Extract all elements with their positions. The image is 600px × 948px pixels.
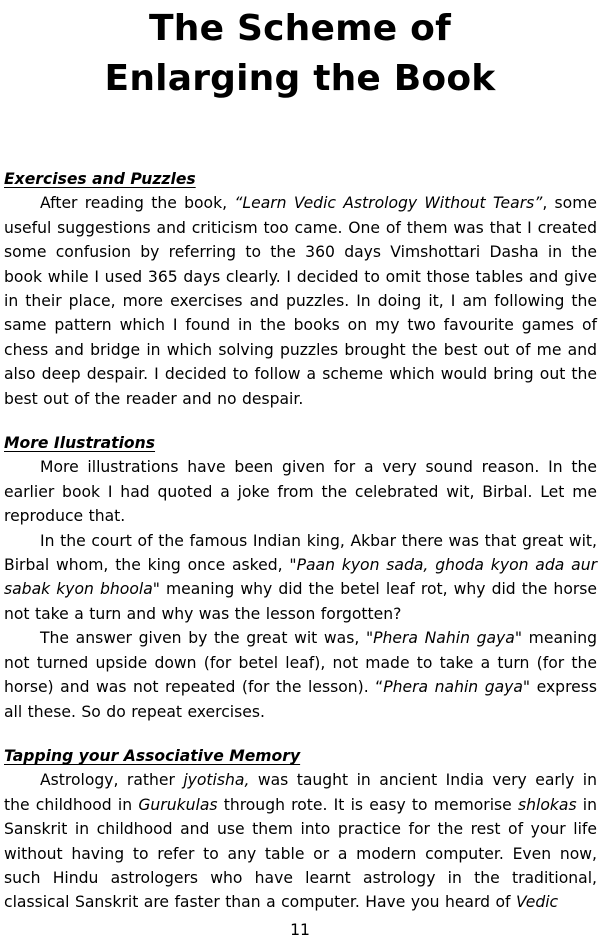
- quote-italic: Phera nahin gaya": [383, 678, 531, 697]
- page-number: 11: [290, 921, 310, 939]
- term-italic: jyotisha,: [183, 771, 250, 790]
- paragraph: [4, 768, 597, 914]
- section-exercises-and-puzzles: [4, 167, 597, 411]
- quote-italic: "Phera Nahin gaya": [365, 629, 523, 648]
- chapter-title-line-2: Enlarging the Book: [104, 58, 496, 99]
- text-run: in Sanskrit in childhood and use them into practice for the rest of your life without having to refer to any table or a modern computer. Even now, such Hindu astrologers who have learnt astrology in the traditional, classical Sanskrit are faster than a computer. Have you heard of: [4, 795, 597, 912]
- term-italic: shlokas: [517, 795, 577, 814]
- page-body: [4, 167, 597, 915]
- paragraph: [4, 529, 597, 627]
- term-italic: Vedic: [515, 893, 559, 912]
- chapter-title: [0, 4, 600, 104]
- quote-italic: "Paan kyon sada, ghoda kyon ada aur sabak kyon bhoola": [4, 556, 597, 599]
- section-heading: Tapping your Associative Memory: [4, 746, 301, 765]
- text-run: express all these. So do repeat exercises.: [4, 678, 597, 721]
- text-run: through rote. It is easy to memorise: [217, 795, 518, 814]
- text-run: Astrology, rather: [40, 771, 184, 790]
- text-run: After reading the book,: [40, 194, 235, 213]
- paragraph: [4, 191, 597, 411]
- term-italic: Gurukulas: [138, 795, 218, 814]
- text-run: More illustrations have been given for a very sound reason. In the earlier book I had quoted a joke from the celebrated wit, Birbal. Let me reproduce that.: [4, 458, 597, 526]
- chapter-title-line-1: The Scheme of: [149, 8, 451, 49]
- section-heading: More Ilustrations: [4, 434, 156, 453]
- section-tapping-associative-memory: [4, 744, 597, 915]
- text-run: was taught in ancient India very early in the childhood in: [4, 771, 597, 814]
- section-more-illustrations: [4, 431, 597, 724]
- paragraph: [4, 626, 597, 724]
- section-heading: Exercises and Puzzles: [4, 170, 196, 188]
- text-run: In the court of the famous Indian king, Akbar there was that great wit, Birbal whom, the king once asked,: [4, 531, 597, 575]
- book-title-italic: “Learn Vedic Astrology Without Tears”: [234, 194, 543, 213]
- text-run: meaning why did the betel leaf rot, why did the horse not take a turn and why was the lesson forgotten?: [4, 580, 597, 623]
- text-run: The answer given by the great wit was,: [40, 629, 366, 648]
- text-run: meaning not turned upside down (for betel leaf), not made to take a turn (for the horse) and was not repeated (for the lesson). “: [4, 629, 597, 697]
- text-run: , some useful suggestions and criticism too came. One of them was that I created some confusion by referring to the 360 days Vimshottari Dasha in the book while I used 365 days clearly. I decided to omit those tables and give in their place, more exercises and puzzles. In doing it, I am following the same pattern which I found in the books on my two favourite games of chess and bridge in which solving puzzles brought the best out of me and also deep despair. I decided to follow a scheme which would bring out the best out of the reader and no despair.: [4, 194, 597, 408]
- paragraph: [4, 455, 597, 528]
